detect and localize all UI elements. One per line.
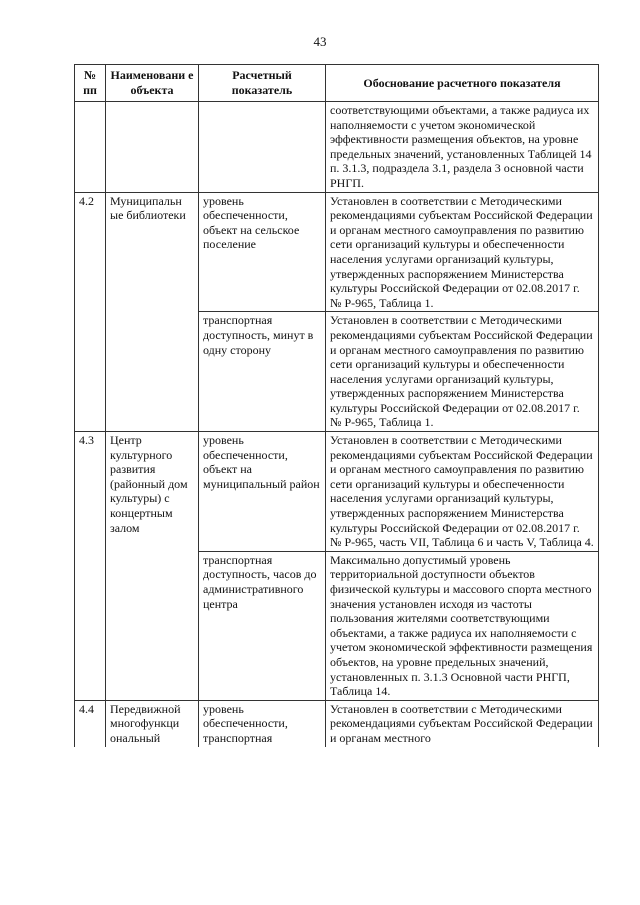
table-row bbox=[75, 192, 599, 312]
table-row-continuation bbox=[75, 102, 599, 193]
cell-empty bbox=[106, 102, 199, 193]
header-indicator: Расчетный показатель bbox=[199, 65, 326, 102]
cell-indicator: уровень обеспеченности, объект на сельское поселение bbox=[199, 192, 326, 312]
cell-justification: Максимально допустимый уровень территориальной доступности объектов физической культуры и массового спорта местного значения установлен исходя из частоты пользования жителями соответствующими объектами, а также радиуса их наполняемости с учетом экономической эффективности размещения объектов, на уровне предельных значений, установленных п. 3.1.3 Основной части РНГП, Таблица 14. bbox=[326, 551, 599, 700]
table-row bbox=[75, 432, 599, 552]
cell-num: 4.2 bbox=[75, 192, 106, 432]
page-number: 43 bbox=[313, 34, 327, 49]
cell-num: 4.3 bbox=[75, 432, 106, 701]
cell-justification: Установлен в соответствии с Методическими рекомендациями субъектам Российской Федерации и органам местного самоуправления по развитию сети организаций культуры и обеспеченности населения услугами организаций культуры, утвержденных распоряжением Министерства культуры Российской Федерации от 02.08.2017 г. № Р-965, Таблица 1. bbox=[326, 192, 599, 312]
cell-object-name: Передвижной многофункци ональный bbox=[106, 700, 199, 746]
cell-continuation-justification: соответствующими объектами, а также радиуса их наполняемости с учетом экономической эффективности размещения объектов, на уровне предельных значений, установленных Таблицей 14 п. 3.1.3, подраздела 3.1, раздела 3 основной части РНГП. bbox=[326, 102, 599, 193]
header-num: № пп bbox=[75, 65, 106, 102]
cell-indicator: уровень обеспеченности, объект на муниципальный район bbox=[199, 432, 326, 552]
cell-justification: Установлен в соответствии с Методическими рекомендациями субъектам Российской Федерации и органам местного самоуправления по развитию сети организаций культуры и обеспеченности населения услугами организаций культуры, утвержденных распоряжением Министерства культуры Российской Федерации от 02.08.2017 г. № Р-965, Таблица 1. bbox=[326, 312, 599, 432]
cell-empty bbox=[199, 102, 326, 193]
table-row bbox=[75, 700, 599, 746]
cell-justification: Установлен в соответствии с Методическими рекомендациями субъектам Российской Федерации и органам местного bbox=[326, 700, 599, 746]
header-object-name: Наименовани е объекта bbox=[106, 65, 199, 102]
cell-indicator: транспортная доступность, минут в одну сторону bbox=[199, 312, 326, 432]
table-header-row bbox=[75, 65, 599, 102]
cell-indicator: транспортная доступность, часов до административного центра bbox=[199, 551, 326, 700]
cell-empty bbox=[75, 102, 106, 193]
header-justification: Обоснование расчетного показателя bbox=[326, 65, 599, 102]
cell-num: 4.4 bbox=[75, 700, 106, 746]
standards-table bbox=[74, 64, 599, 747]
cell-indicator: уровень обеспеченности, транспортная bbox=[199, 700, 326, 746]
cell-object-name: Муниципальн ые библиотеки bbox=[106, 192, 199, 432]
cell-justification: Установлен в соответствии с Методическими рекомендациями субъектам Российской Федерации и органам местного самоуправления по развитию сети организаций культуры и обеспеченности населения услугами организаций культуры, утвержденных распоряжением Министерства культуры Российской Федерации от 02.08.2017 г. № Р-965, часть VII, Таблица 6 и часть V, Таблица 4. bbox=[326, 432, 599, 552]
cell-object-name: Центр культурного развития (районный дом культуры) с концертным залом bbox=[106, 432, 199, 701]
